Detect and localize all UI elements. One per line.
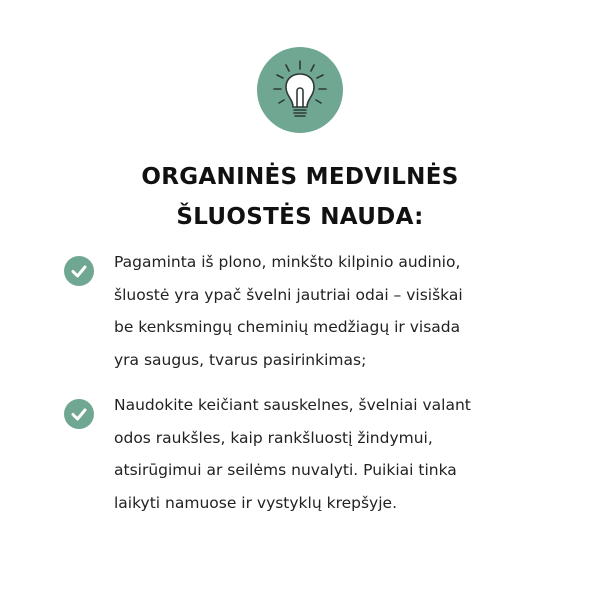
page-title bbox=[0, 157, 600, 237]
item-text-line: laikyti namuose ir vystyklų krepšyje. bbox=[114, 493, 397, 512]
item-text-line: atsirūgimui ar seilėms nuvalyti. Puikiai tinka bbox=[114, 461, 457, 479]
item-text-line: Naudokite keičiant sauskelnes, švelniai valant bbox=[114, 396, 471, 414]
check-icon bbox=[64, 256, 94, 286]
title-line-2: ŠLUOSTĖS NAUDA: bbox=[176, 204, 424, 230]
item-text-line: be kenksmingų cheminių medžiagų ir visada bbox=[114, 318, 461, 336]
item-text-line: odos raukšles, kaip rankšluostį žindymui, bbox=[114, 428, 433, 447]
title-line-1: ORGANINĖS MEDVILNĖS bbox=[141, 164, 459, 190]
item-text-line: yra saugus, tvarus pasirinkimas; bbox=[114, 350, 367, 369]
lightbulb-icon bbox=[257, 47, 343, 133]
item-text-line: Pagaminta iš plono, minkšto kilpinio audinio, bbox=[114, 253, 461, 271]
check-icon bbox=[64, 399, 94, 429]
item-text-line: šluostė yra ypač švelni jautriai odai – visiškai bbox=[114, 285, 463, 304]
